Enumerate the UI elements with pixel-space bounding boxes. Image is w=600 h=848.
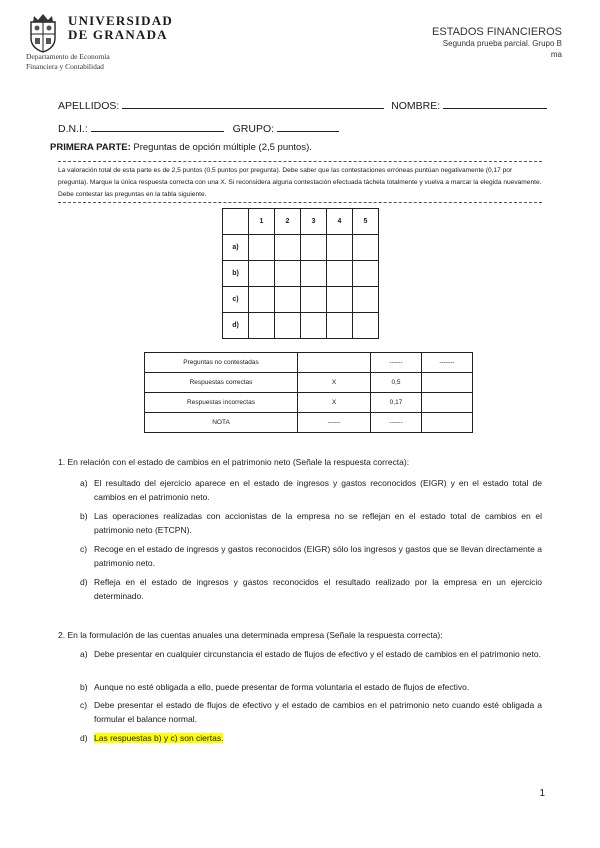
score-row <box>145 373 473 393</box>
divider-top <box>58 161 542 162</box>
answer-cell[interactable] <box>327 235 353 261</box>
answer-cell[interactable] <box>275 313 301 339</box>
exam-subtitle: Segunda prueba parcial. Grupo B <box>442 39 562 48</box>
department-line2: Financiera y Contabilidad <box>26 62 104 71</box>
grid-row-label: a) <box>223 235 249 261</box>
answer-grid <box>222 208 379 339</box>
option-text: Recoge en el estado de ingresos y gastos reconocidos (EIGR) sólo los ingresos y gastos que se llevan directamente a patrimonio neto. <box>94 544 542 568</box>
question-1-option-c <box>80 542 542 570</box>
answer-cell[interactable] <box>249 261 275 287</box>
question-2-option-a <box>80 647 542 661</box>
answer-cell[interactable] <box>353 313 379 339</box>
grid-row <box>223 235 379 261</box>
question-1-stem <box>58 455 409 469</box>
score-row <box>145 413 473 433</box>
department-line1: Departamento de Economía <box>26 52 110 61</box>
apellidos-field[interactable] <box>122 98 384 109</box>
course-title: ESTADOS FINANCIEROS <box>432 26 562 38</box>
option-text: Aunque no esté obligada a ello, puede presentar de forma voluntaria el estado de flujos de efectivo. <box>94 682 470 692</box>
exam-header <box>432 26 562 60</box>
answer-cell[interactable] <box>327 313 353 339</box>
score-cell: ------ <box>371 413 422 433</box>
question-2-option-c <box>80 698 542 726</box>
score-row-label: NOTA <box>145 413 298 433</box>
question-2-option-b <box>80 680 542 694</box>
question-2-stem <box>58 628 443 642</box>
dni-field[interactable] <box>91 121 224 132</box>
answer-cell[interactable] <box>249 287 275 313</box>
score-cell <box>298 353 371 373</box>
question-1-option-b <box>80 509 542 537</box>
answer-cell[interactable] <box>249 313 275 339</box>
name-row <box>58 98 547 112</box>
answer-cell[interactable] <box>275 287 301 313</box>
option-text: Las operaciones realizadas con accionistas de la empresa no se reflejan en el estado total de cambios en el patrimonio neto (ETCPN). <box>94 511 542 535</box>
score-cell: X <box>298 373 371 393</box>
question-number: 1. <box>58 457 66 467</box>
answer-cell[interactable] <box>327 261 353 287</box>
grid-row <box>223 261 379 287</box>
answer-cell[interactable] <box>327 287 353 313</box>
part1-title-bold: PRIMERA PARTE: <box>50 142 131 153</box>
answer-cell[interactable] <box>301 261 327 287</box>
page-number: 1 <box>539 788 545 799</box>
question-1-option-a <box>80 476 542 504</box>
answer-cell[interactable] <box>275 261 301 287</box>
answer-cell[interactable] <box>353 287 379 313</box>
grid-corner <box>223 209 249 235</box>
answer-cell[interactable] <box>353 261 379 287</box>
question-text: En relación con el estado de cambios en el patrimonio neto (Señale la respuesta correcta): <box>67 457 410 467</box>
grid-col-header: 1 <box>249 209 275 235</box>
question-2-option-d <box>80 731 542 745</box>
university-crest-icon <box>25 12 61 54</box>
university-name <box>68 14 173 42</box>
university-name-line1: UNIVERSIDAD <box>68 13 173 28</box>
score-cell[interactable] <box>422 393 473 413</box>
option-text: El resultado del ejercicio aparece en el estado de ingresos y gastos reconocidos (EIGR) y en el estado total de cambios en el patrimonio neto. <box>94 478 542 502</box>
score-cell: ------ <box>298 413 371 433</box>
dni-label: D.N.I.: <box>58 123 88 135</box>
option-label: d) <box>80 733 88 743</box>
grid-row-label: b) <box>223 261 249 287</box>
grid-row <box>223 287 379 313</box>
score-row <box>145 393 473 413</box>
question-text: En la formulación de las cuentas anuales una determinada empresa (Señale la respuesta correcta): <box>67 630 443 640</box>
score-row <box>145 353 473 373</box>
score-row-label: Respuestas incorrectas <box>145 393 298 413</box>
grid-col-header: 3 <box>301 209 327 235</box>
option-text: Las respuestas b) y c) son ciertas. <box>94 733 224 743</box>
answer-cell[interactable] <box>353 235 379 261</box>
part1-instructions: La valoración total de esta parte es de 2,5 puntos (0,5 puntos por pregunta). Debe saber que las contestaciones erróneas puntúan negativamente (0,17 por pregunta). Marque la única respuesta correcta con una X. Si reconsidera alguna contestación efectuada táchela totalmente y vuelva a marcar la elegida nuevamente. Debe contestar las preguntas en la tabla siguiente. <box>58 167 542 198</box>
score-row-label: Respuestas correctas <box>145 373 298 393</box>
score-cell[interactable] <box>422 373 473 393</box>
answer-cell[interactable] <box>301 235 327 261</box>
score-row-label: Preguntas no contestadas <box>145 353 298 373</box>
grid-row-label: d) <box>223 313 249 339</box>
score-table <box>144 352 473 433</box>
divider-bottom <box>58 202 542 203</box>
question-1-option-d <box>80 575 542 603</box>
option-text: Debe presentar en cualquier circunstancia el estado de flujos de efectivo y el estado de cambios en el patrimonio neto. <box>94 649 541 659</box>
score-cell <box>422 413 473 433</box>
nombre-field[interactable] <box>443 98 547 109</box>
grid-col-header: 5 <box>353 209 379 235</box>
answer-cell[interactable] <box>249 235 275 261</box>
option-text: Debe presentar el estado de flujos de efectivo y el estado de cambios en el patrimonio neto cuando esté obligada a formular el balance normal. <box>94 700 542 724</box>
part1-title <box>50 142 312 153</box>
option-label: b) <box>80 682 88 692</box>
nombre-label: NOMBRE: <box>391 100 441 112</box>
score-cell: 0,5 <box>371 373 422 393</box>
option-label: c) <box>80 544 88 554</box>
part1-title-rest: Preguntas de opción múltiple (2,5 puntos). <box>130 142 312 153</box>
grid-row <box>223 313 379 339</box>
answer-cell[interactable] <box>301 313 327 339</box>
option-label: b) <box>80 511 88 521</box>
apellidos-label: APELLIDOS: <box>58 100 120 112</box>
answer-cell[interactable] <box>301 287 327 313</box>
score-cell: 0,17 <box>371 393 422 413</box>
option-label: a) <box>80 649 88 659</box>
answer-cell[interactable] <box>275 235 301 261</box>
department-name <box>26 52 110 72</box>
option-text: Refleja en el estado de ingresos y gastos reconocidos el resultado realizado por la empresa en un ejercicio determinado. <box>94 577 542 601</box>
grid-row-label: c) <box>223 287 249 313</box>
score-cell: ------ <box>371 353 422 373</box>
score-cell: X <box>298 393 371 413</box>
score-cell: ------- <box>422 353 473 373</box>
grid-col-header: 2 <box>275 209 301 235</box>
grid-col-header: 4 <box>327 209 353 235</box>
option-label: a) <box>80 478 88 488</box>
dni-row <box>58 121 339 135</box>
university-name-line2: DE GRANADA <box>68 27 168 42</box>
option-label: c) <box>80 700 88 710</box>
grupo-label: GRUPO: <box>232 123 275 135</box>
question-number: 2. <box>58 630 66 640</box>
exam-subtitle-line2: ma <box>550 50 562 59</box>
option-label: d) <box>80 577 88 587</box>
grupo-field[interactable] <box>277 121 339 132</box>
